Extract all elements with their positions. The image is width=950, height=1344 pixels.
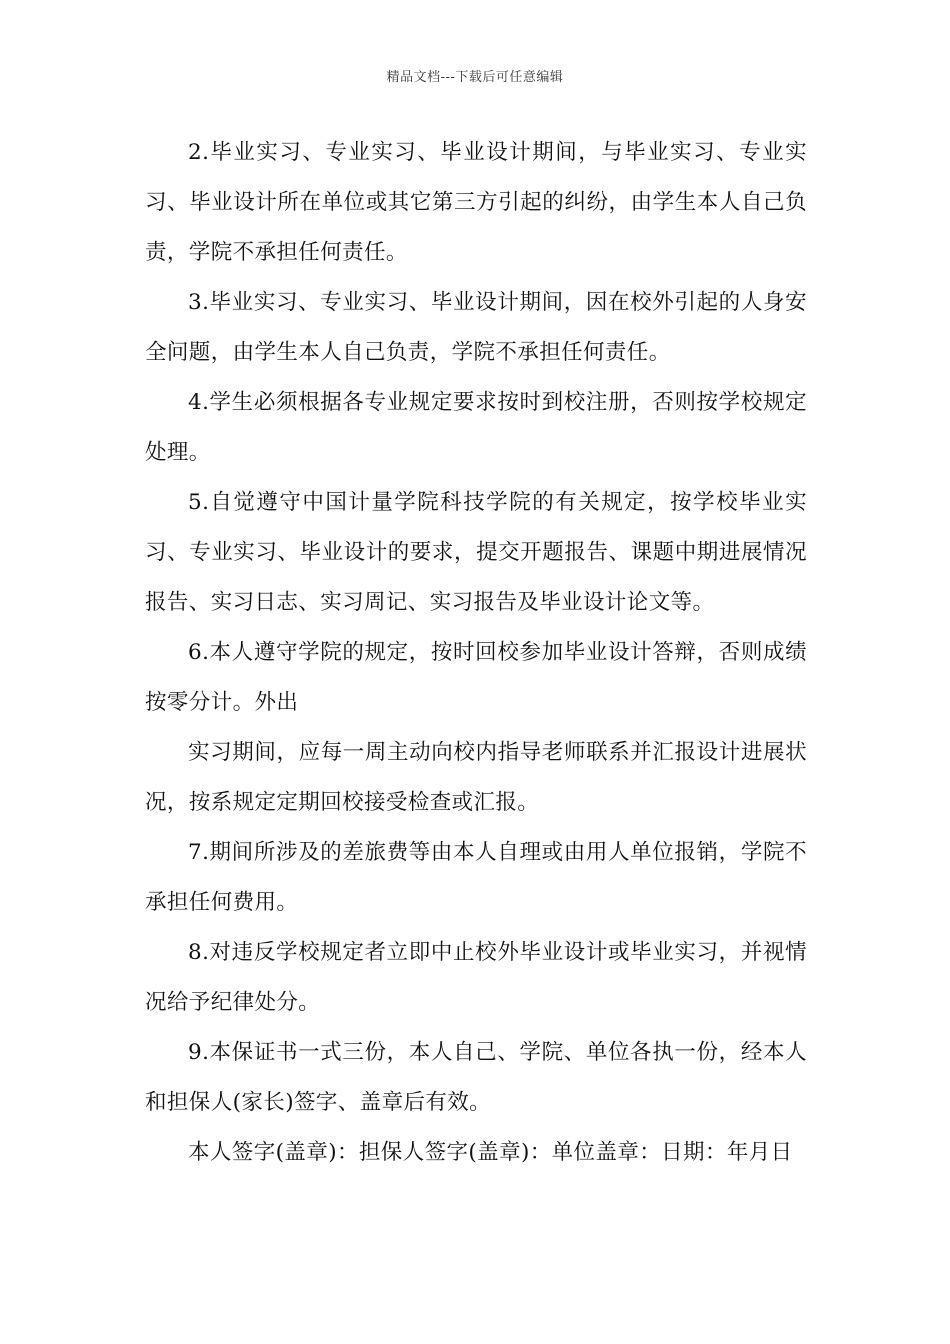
clause-8: 8.对违反学校规定者立即中止校外毕业设计或毕业实习，并视情况给予纪律处分。 — [145, 940, 807, 1015]
signature-line: 本人签字(盖章)：担保人签字(盖章)：单位盖章：日期：年月日 — [188, 1140, 793, 1165]
clause-4: 4.学生必须根据各专业规定要求按时到校注册，否则按学校规定处理。 — [145, 390, 807, 465]
page-header: 精品文档---下载后可任意编辑 — [386, 70, 564, 85]
clause-6-continued: 实习期间，应每一周主动向校内指导老师联系并汇报设计进展状况，按系规定定期回校接受检查或汇报。 — [145, 740, 807, 815]
clause-2: 2.毕业实习、专业实习、毕业设计期间，与毕业实习、专业实习、毕业设计所在单位或其它第三方引起的纠纷，由学生本人自己负责，学院不承担任何责任。 — [145, 140, 807, 265]
clause-3: 3.毕业实习、专业实习、毕业设计期间，因在校外引起的人身安全问题，由学生本人自己负责，学院不承担任何责任。 — [145, 290, 807, 365]
clause-7: 7.期间所涉及的差旅费等由本人自理或由用人单位报销，学院不承担任何费用。 — [145, 840, 807, 915]
clause-6: 6.本人遵守学院的规定，按时回校参加毕业设计答辩，否则成绩按零分计。外出 — [145, 640, 807, 715]
clause-9: 9.本保证书一式三份，本人自己、学院、单位各执一份，经本人和担保人(家长)签字、盖章后有效。 — [145, 1040, 807, 1115]
clause-5: 5.自觉遵守中国计量学院科技学院的有关规定，按学校毕业实习、专业实习、毕业设计的要求，提交开题报告、课题中期进展情况报告、实习日志、实习周记、实习报告及毕业设计论文等。 — [145, 490, 807, 615]
document-body — [145, 128, 807, 1178]
